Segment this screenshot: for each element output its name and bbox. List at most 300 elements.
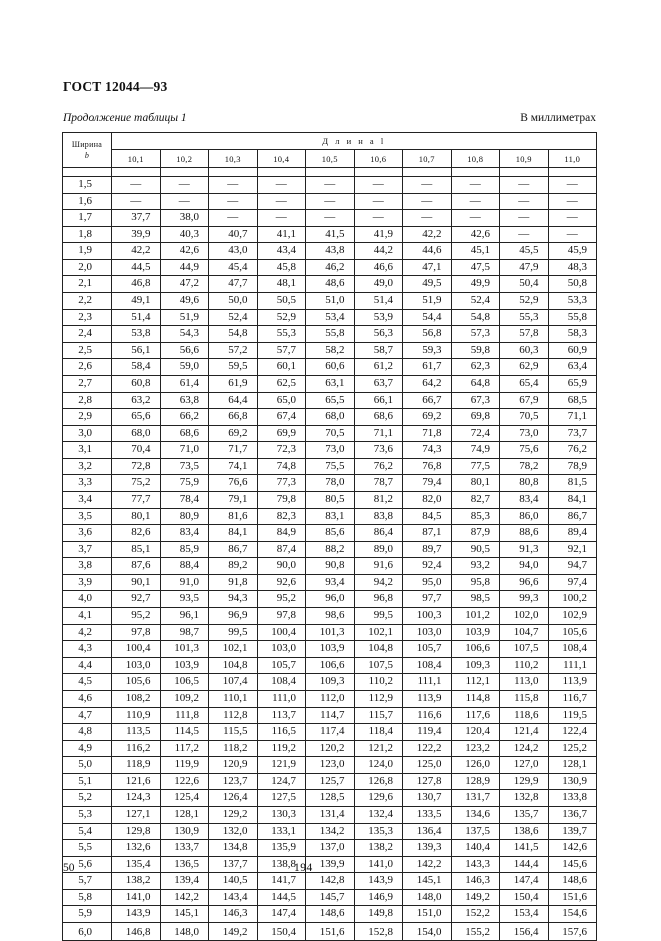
area-cell: 108,4 bbox=[548, 641, 597, 658]
area-cell: 85,9 bbox=[160, 541, 209, 558]
area-cell: 78,7 bbox=[354, 475, 403, 492]
area-cell: — bbox=[209, 210, 258, 227]
area-cell: 79,1 bbox=[209, 491, 258, 508]
area-cell: 146,3 bbox=[451, 873, 500, 890]
area-cell: 44,6 bbox=[403, 243, 452, 260]
area-cell: — bbox=[500, 193, 549, 210]
area-cell: — bbox=[257, 177, 306, 194]
area-cell: 111,8 bbox=[160, 707, 209, 724]
area-cell: 63,7 bbox=[354, 375, 403, 392]
area-cell: 81,5 bbox=[548, 475, 597, 492]
area-cell: 69,9 bbox=[257, 425, 306, 442]
area-cell: 80,9 bbox=[160, 508, 209, 525]
area-cell: 91,6 bbox=[354, 558, 403, 575]
area-cell: 104,8 bbox=[354, 641, 403, 658]
area-cell: 52,4 bbox=[209, 309, 258, 326]
area-cell: 42,6 bbox=[451, 226, 500, 243]
area-cell: 147,4 bbox=[257, 906, 306, 923]
area-cell: 128,9 bbox=[451, 773, 500, 790]
area-cell: 67,9 bbox=[500, 392, 549, 409]
table-row bbox=[63, 210, 597, 227]
area-cell: 122,6 bbox=[160, 773, 209, 790]
area-cell: 129,9 bbox=[500, 773, 549, 790]
area-cell: 135,7 bbox=[500, 806, 549, 823]
area-cell: 90,5 bbox=[451, 541, 500, 558]
area-cell: 148,6 bbox=[306, 906, 355, 923]
table-row bbox=[63, 840, 597, 857]
area-cell: 86,4 bbox=[354, 525, 403, 542]
area-cell: 105,7 bbox=[403, 641, 452, 658]
area-cell: 119,5 bbox=[548, 707, 597, 724]
area-cell: 148,0 bbox=[403, 889, 452, 906]
area-cell: 69,8 bbox=[451, 409, 500, 426]
area-cell: 97,7 bbox=[403, 591, 452, 608]
table-row bbox=[63, 823, 597, 840]
area-cell: 132,8 bbox=[500, 790, 549, 807]
area-cell: 157,6 bbox=[548, 923, 597, 941]
area-cell: 59,8 bbox=[451, 342, 500, 359]
area-cell: 103,0 bbox=[257, 641, 306, 658]
width-cell: 4,2 bbox=[63, 624, 112, 641]
area-cell: 116,5 bbox=[257, 724, 306, 741]
area-cell: 38,0 bbox=[160, 210, 209, 227]
area-cell: 129,2 bbox=[209, 806, 258, 823]
table-row bbox=[63, 409, 597, 426]
table-row bbox=[63, 740, 597, 757]
area-cell: 41,1 bbox=[257, 226, 306, 243]
area-cell: 47,2 bbox=[160, 276, 209, 293]
table-row bbox=[63, 525, 597, 542]
area-cell: 76,8 bbox=[403, 458, 452, 475]
area-cell: 112,8 bbox=[209, 707, 258, 724]
area-cell: 92,6 bbox=[257, 574, 306, 591]
table-row bbox=[63, 558, 597, 575]
width-cell: 1,9 bbox=[63, 243, 112, 260]
area-cell: — bbox=[112, 193, 161, 210]
length-column-header: 10,8 bbox=[451, 150, 500, 168]
area-cell: 57,8 bbox=[500, 326, 549, 343]
area-cell: 145,1 bbox=[160, 906, 209, 923]
area-cell: 130,3 bbox=[257, 806, 306, 823]
area-cell: 71,7 bbox=[209, 442, 258, 459]
area-cell: 52,4 bbox=[451, 293, 500, 310]
area-cell: 138,2 bbox=[354, 840, 403, 857]
area-cell: 101,3 bbox=[160, 641, 209, 658]
area-cell: 76,2 bbox=[354, 458, 403, 475]
area-cell: 52,9 bbox=[257, 309, 306, 326]
area-cell: 83,8 bbox=[354, 508, 403, 525]
table-row bbox=[63, 624, 597, 641]
area-cell: 143,3 bbox=[451, 856, 500, 873]
width-cell: 5,8 bbox=[63, 889, 112, 906]
area-cell: 146,8 bbox=[112, 923, 161, 941]
area-cell: 89,2 bbox=[209, 558, 258, 575]
width-column-header bbox=[63, 133, 112, 168]
area-cell: 145,6 bbox=[548, 856, 597, 873]
table-row bbox=[63, 375, 597, 392]
area-cell: 48,1 bbox=[257, 276, 306, 293]
area-cell: 61,2 bbox=[354, 359, 403, 376]
area-cell: 89,7 bbox=[403, 541, 452, 558]
area-cell: 113,7 bbox=[257, 707, 306, 724]
area-cell: 68,6 bbox=[354, 409, 403, 426]
table-row bbox=[63, 326, 597, 343]
width-cell: 2,5 bbox=[63, 342, 112, 359]
table-row bbox=[63, 757, 597, 774]
area-cell: 100,4 bbox=[257, 624, 306, 641]
table-row bbox=[63, 773, 597, 790]
area-cell: 102,1 bbox=[209, 641, 258, 658]
area-cell: 96,9 bbox=[209, 608, 258, 625]
area-cell: 101,2 bbox=[451, 608, 500, 625]
width-cell: 5,9 bbox=[63, 906, 112, 923]
area-cell: 146,3 bbox=[209, 906, 258, 923]
area-cell: 105,7 bbox=[257, 657, 306, 674]
area-cell: 92,1 bbox=[548, 541, 597, 558]
area-cell: — bbox=[548, 177, 597, 194]
area-cell: 49,5 bbox=[403, 276, 452, 293]
area-cell: 143,9 bbox=[354, 873, 403, 890]
area-cell: 117,2 bbox=[160, 740, 209, 757]
area-cell: 110,9 bbox=[112, 707, 161, 724]
area-cell: 37,7 bbox=[112, 210, 161, 227]
width-cell: 4,7 bbox=[63, 707, 112, 724]
area-cell: 127,0 bbox=[500, 757, 549, 774]
table-row bbox=[63, 243, 597, 260]
width-cell: 1,6 bbox=[63, 193, 112, 210]
area-cell: 102,1 bbox=[354, 624, 403, 641]
width-cell: 4,6 bbox=[63, 690, 112, 707]
area-cell: 61,4 bbox=[160, 375, 209, 392]
area-cell: 93,2 bbox=[451, 558, 500, 575]
area-cell: 103,9 bbox=[451, 624, 500, 641]
area-cell: 46,6 bbox=[354, 259, 403, 276]
area-cell: 48,6 bbox=[306, 276, 355, 293]
area-cell: 62,3 bbox=[451, 359, 500, 376]
area-cell: — bbox=[548, 226, 597, 243]
area-cell: 65,5 bbox=[306, 392, 355, 409]
area-cell: 131,4 bbox=[306, 806, 355, 823]
area-cell: 50,8 bbox=[548, 276, 597, 293]
area-cell: — bbox=[112, 177, 161, 194]
area-cell: 75,5 bbox=[306, 458, 355, 475]
area-cell: 102,0 bbox=[500, 608, 549, 625]
area-cell: 120,4 bbox=[451, 724, 500, 741]
area-cell: 95,2 bbox=[112, 608, 161, 625]
area-cell: 84,1 bbox=[209, 525, 258, 542]
table-row bbox=[63, 923, 597, 941]
table-row bbox=[63, 724, 597, 741]
area-cell: 124,3 bbox=[112, 790, 161, 807]
area-cell: 55,3 bbox=[257, 326, 306, 343]
area-cell: — bbox=[160, 177, 209, 194]
table-row bbox=[63, 392, 597, 409]
area-cell: 125,2 bbox=[548, 740, 597, 757]
area-cell: 139,9 bbox=[306, 856, 355, 873]
table-row bbox=[63, 309, 597, 326]
area-cell: 147,4 bbox=[500, 873, 549, 890]
area-cell: 116,2 bbox=[112, 740, 161, 757]
area-cell: 123,0 bbox=[306, 757, 355, 774]
area-cell: 55,8 bbox=[548, 309, 597, 326]
area-cell: 94,0 bbox=[500, 558, 549, 575]
area-cell: 98,6 bbox=[306, 608, 355, 625]
area-cell: 138,8 bbox=[257, 856, 306, 873]
area-cell: 72,4 bbox=[451, 425, 500, 442]
area-cell: — bbox=[354, 210, 403, 227]
area-cell: 85,3 bbox=[451, 508, 500, 525]
length-column-header: 10,3 bbox=[209, 150, 258, 168]
area-cell: 97,8 bbox=[112, 624, 161, 641]
area-cell: 76,6 bbox=[209, 475, 258, 492]
area-cell: 115,5 bbox=[209, 724, 258, 741]
area-cell: 50,5 bbox=[257, 293, 306, 310]
area-cell: 139,3 bbox=[403, 840, 452, 857]
area-cell: 137,0 bbox=[306, 840, 355, 857]
area-cell: 65,0 bbox=[257, 392, 306, 409]
area-cell: 107,4 bbox=[209, 674, 258, 691]
table-row bbox=[63, 442, 597, 459]
area-cell: 124,2 bbox=[500, 740, 549, 757]
area-cell: 71,0 bbox=[160, 442, 209, 459]
area-cell: 68,5 bbox=[548, 392, 597, 409]
area-cell: 150,4 bbox=[257, 923, 306, 941]
table-body bbox=[63, 168, 597, 941]
area-cell: 86,7 bbox=[548, 508, 597, 525]
area-cell: 69,2 bbox=[209, 425, 258, 442]
doc-title: ГОСТ 12044—93 bbox=[63, 79, 168, 94]
area-cell: 53,9 bbox=[354, 309, 403, 326]
area-cell: — bbox=[403, 177, 452, 194]
area-cell: 127,8 bbox=[403, 773, 452, 790]
width-cell: 4,0 bbox=[63, 591, 112, 608]
area-cell: 123,2 bbox=[451, 740, 500, 757]
area-cell: 77,5 bbox=[451, 458, 500, 475]
table-row bbox=[63, 657, 597, 674]
area-cell: 146,9 bbox=[354, 889, 403, 906]
area-cell: 92,4 bbox=[403, 558, 452, 575]
area-cell: 78,2 bbox=[500, 458, 549, 475]
area-cell: 154,6 bbox=[548, 906, 597, 923]
area-cell: 139,7 bbox=[548, 823, 597, 840]
area-cell: 56,6 bbox=[160, 342, 209, 359]
area-cell: 64,8 bbox=[451, 375, 500, 392]
area-cell: 110,2 bbox=[354, 674, 403, 691]
area-cell: 117,6 bbox=[451, 707, 500, 724]
area-cell: 60,9 bbox=[548, 342, 597, 359]
area-cell: 133,7 bbox=[160, 840, 209, 857]
area-cell: 130,9 bbox=[548, 773, 597, 790]
area-cell: 128,1 bbox=[548, 757, 597, 774]
area-cell: 75,6 bbox=[500, 442, 549, 459]
area-cell: 112,0 bbox=[306, 690, 355, 707]
table-row bbox=[63, 342, 597, 359]
area-cell: 45,9 bbox=[548, 243, 597, 260]
area-cell: 80,1 bbox=[112, 508, 161, 525]
area-cell: 50,4 bbox=[500, 276, 549, 293]
width-cell: 1,7 bbox=[63, 210, 112, 227]
width-cell: 5,5 bbox=[63, 840, 112, 857]
area-cell: 151,6 bbox=[548, 889, 597, 906]
width-cell: 3,7 bbox=[63, 541, 112, 558]
area-cell: 109,3 bbox=[451, 657, 500, 674]
area-cell: — bbox=[160, 193, 209, 210]
area-cell: 110,1 bbox=[209, 690, 258, 707]
table-row bbox=[63, 425, 597, 442]
area-cell: — bbox=[403, 193, 452, 210]
area-cell: 142,8 bbox=[306, 873, 355, 890]
area-cell: 47,5 bbox=[451, 259, 500, 276]
area-cell: 107,5 bbox=[500, 641, 549, 658]
table-row bbox=[63, 856, 597, 873]
area-cell: — bbox=[354, 177, 403, 194]
area-cell: 104,7 bbox=[500, 624, 549, 641]
length-column-header: 10,9 bbox=[500, 150, 549, 168]
width-cell: 5,1 bbox=[63, 773, 112, 790]
area-cell: 125,4 bbox=[160, 790, 209, 807]
area-cell: 74,1 bbox=[209, 458, 258, 475]
area-cell: 66,2 bbox=[160, 409, 209, 426]
width-cell: 2,2 bbox=[63, 293, 112, 310]
area-cell: 102,9 bbox=[548, 608, 597, 625]
area-cell: 71,1 bbox=[548, 409, 597, 426]
area-cell: 117,4 bbox=[306, 724, 355, 741]
area-cell: 54,8 bbox=[451, 309, 500, 326]
area-cell: 149,2 bbox=[451, 889, 500, 906]
area-cell: 128,1 bbox=[160, 806, 209, 823]
area-cell: 66,7 bbox=[403, 392, 452, 409]
area-cell: 52,9 bbox=[500, 293, 549, 310]
width-cell: 5,6 bbox=[63, 856, 112, 873]
area-cell: 109,3 bbox=[306, 674, 355, 691]
area-cell: 131,7 bbox=[451, 790, 500, 807]
area-cell: — bbox=[306, 193, 355, 210]
area-cell: 121,4 bbox=[500, 724, 549, 741]
area-cell: 95,8 bbox=[451, 574, 500, 591]
area-cell: 82,3 bbox=[257, 508, 306, 525]
area-cell: 68,6 bbox=[160, 425, 209, 442]
area-cell: 90,1 bbox=[112, 574, 161, 591]
area-cell: 98,5 bbox=[451, 591, 500, 608]
area-cell: 105,6 bbox=[548, 624, 597, 641]
area-cell: 103,9 bbox=[306, 641, 355, 658]
area-cell: 92,7 bbox=[112, 591, 161, 608]
area-cell: 128,5 bbox=[306, 790, 355, 807]
length-columns-header-row bbox=[63, 150, 597, 168]
area-cell: 148,6 bbox=[548, 873, 597, 890]
area-cell: 80,1 bbox=[451, 475, 500, 492]
area-cell: 58,4 bbox=[112, 359, 161, 376]
area-cell: 61,9 bbox=[209, 375, 258, 392]
area-cell: 55,3 bbox=[500, 309, 549, 326]
area-cell: 127,1 bbox=[112, 806, 161, 823]
width-cell: 2,6 bbox=[63, 359, 112, 376]
area-cell: 73,0 bbox=[306, 442, 355, 459]
area-cell: 60,8 bbox=[112, 375, 161, 392]
area-cell: 100,2 bbox=[548, 591, 597, 608]
area-cell: 91,0 bbox=[160, 574, 209, 591]
area-cell: 42,2 bbox=[112, 243, 161, 260]
spacer-row bbox=[63, 168, 597, 177]
area-cell: 87,6 bbox=[112, 558, 161, 575]
area-cell: 156,4 bbox=[500, 923, 549, 941]
area-cell: 87,9 bbox=[451, 525, 500, 542]
area-cell: 106,6 bbox=[306, 657, 355, 674]
area-cell: 59,5 bbox=[209, 359, 258, 376]
area-cell: 67,3 bbox=[451, 392, 500, 409]
area-cell: 76,2 bbox=[548, 442, 597, 459]
area-cell: 120,2 bbox=[306, 740, 355, 757]
length-column-header: 10,7 bbox=[403, 150, 452, 168]
area-cell: 114,7 bbox=[306, 707, 355, 724]
area-cell: 45,5 bbox=[500, 243, 549, 260]
area-cell: 95,2 bbox=[257, 591, 306, 608]
area-cell: 127,5 bbox=[257, 790, 306, 807]
area-cell: 95,0 bbox=[403, 574, 452, 591]
area-cell: 148,0 bbox=[160, 923, 209, 941]
area-cell: 71,1 bbox=[354, 425, 403, 442]
area-cell: 107,5 bbox=[354, 657, 403, 674]
area-cell: 96,0 bbox=[306, 591, 355, 608]
area-cell: 120,9 bbox=[209, 757, 258, 774]
area-cell: 135,9 bbox=[257, 840, 306, 857]
width-cell: 1,5 bbox=[63, 177, 112, 194]
area-cell: 48,3 bbox=[548, 259, 597, 276]
length-column-header: 10,1 bbox=[112, 150, 161, 168]
area-cell: 74,9 bbox=[451, 442, 500, 459]
area-cell: 101,3 bbox=[306, 624, 355, 641]
area-cell: 119,2 bbox=[257, 740, 306, 757]
area-cell: — bbox=[354, 193, 403, 210]
area-cell: 49,9 bbox=[451, 276, 500, 293]
table-row bbox=[63, 674, 597, 691]
area-cell: 112,1 bbox=[451, 674, 500, 691]
table-row bbox=[63, 806, 597, 823]
area-cell: 53,3 bbox=[548, 293, 597, 310]
area-cell: 130,7 bbox=[403, 790, 452, 807]
area-cell: 70,4 bbox=[112, 442, 161, 459]
area-cell: — bbox=[257, 210, 306, 227]
length-column-header: 11,0 bbox=[548, 150, 597, 168]
area-cell: 51,0 bbox=[306, 293, 355, 310]
area-cell: 136,5 bbox=[160, 856, 209, 873]
area-cell: 149,8 bbox=[354, 906, 403, 923]
area-cell: 116,6 bbox=[403, 707, 452, 724]
area-cell: 98,7 bbox=[160, 624, 209, 641]
area-cell: 126,4 bbox=[209, 790, 258, 807]
table-row bbox=[63, 475, 597, 492]
area-cell: — bbox=[209, 193, 258, 210]
table-row bbox=[63, 259, 597, 276]
area-cell: — bbox=[451, 193, 500, 210]
width-cell: 3,8 bbox=[63, 558, 112, 575]
area-cell: 111,1 bbox=[548, 657, 597, 674]
area-cell: 84,5 bbox=[403, 508, 452, 525]
area-cell: 85,1 bbox=[112, 541, 161, 558]
table-row bbox=[63, 276, 597, 293]
area-cell: — bbox=[548, 210, 597, 227]
area-cell: 145,7 bbox=[306, 889, 355, 906]
area-cell: 124,7 bbox=[257, 773, 306, 790]
table-row bbox=[63, 906, 597, 923]
area-cell: 152,8 bbox=[354, 923, 403, 941]
area-cell: 66,8 bbox=[209, 409, 258, 426]
area-cell: 96,1 bbox=[160, 608, 209, 625]
area-cell: 112,9 bbox=[354, 690, 403, 707]
area-cell: 106,6 bbox=[451, 641, 500, 658]
area-cell: 139,4 bbox=[160, 873, 209, 890]
table-row bbox=[63, 491, 597, 508]
